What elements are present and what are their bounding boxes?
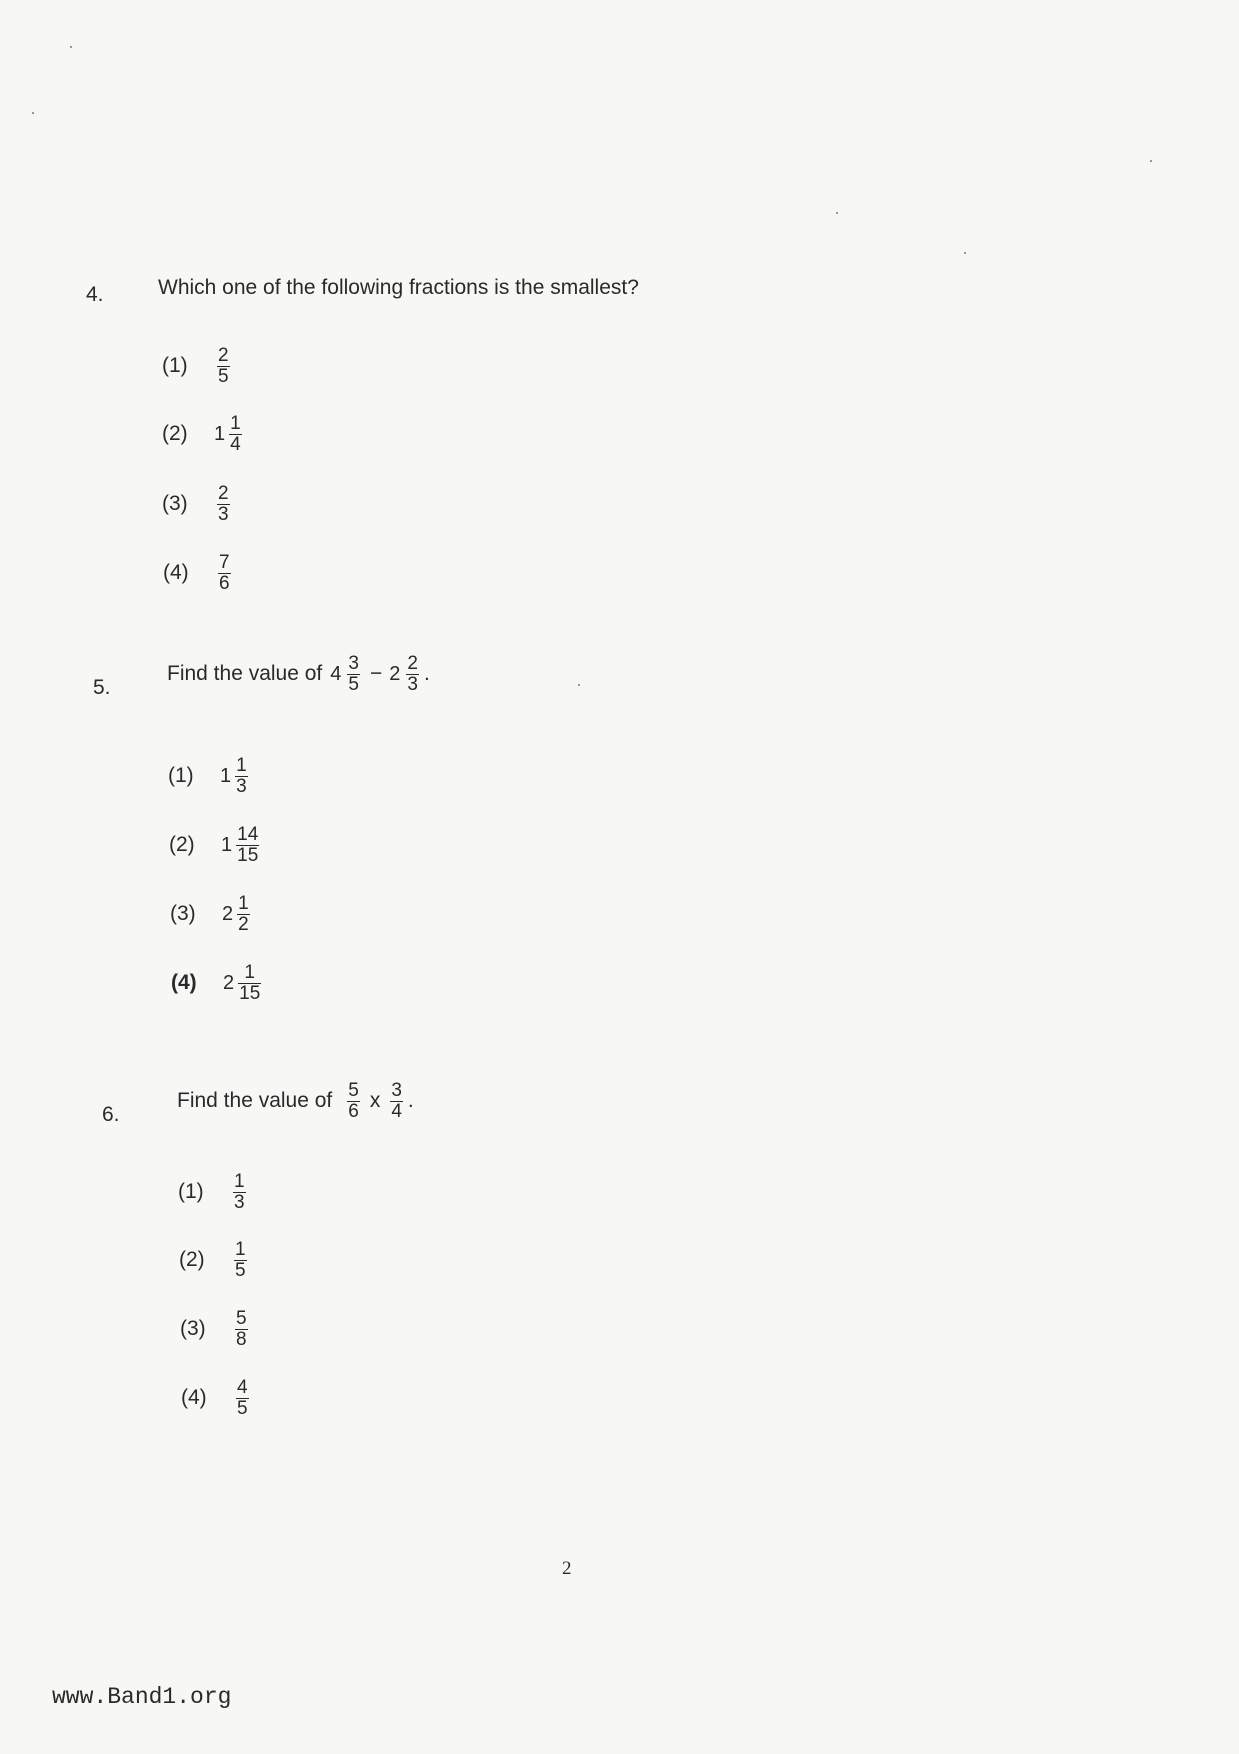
scan-speck xyxy=(836,212,838,214)
denominator: 4 xyxy=(391,1100,402,1122)
option-label: (4) xyxy=(171,971,197,995)
q6-option-4[interactable] xyxy=(181,1378,252,1419)
fraction xyxy=(236,1378,249,1419)
multiply-operator: x xyxy=(369,1089,381,1113)
q5-option-3[interactable] xyxy=(170,894,253,935)
denominator: 5 xyxy=(218,365,229,387)
whole-part: 1 xyxy=(214,422,226,445)
denominator: 3 xyxy=(218,503,229,525)
fraction xyxy=(217,484,230,525)
fraction xyxy=(347,1081,360,1122)
whole-part: 2 xyxy=(389,662,401,685)
denominator: 3 xyxy=(234,1191,245,1213)
denominator: 4 xyxy=(230,433,241,455)
q4-option-2[interactable] xyxy=(162,414,245,455)
option-label: (3) xyxy=(180,1317,206,1341)
numerator: 1 xyxy=(234,1171,245,1192)
fraction xyxy=(238,963,261,1004)
question-6-number: 6. xyxy=(102,1103,120,1126)
fraction xyxy=(233,1172,246,1213)
fraction xyxy=(235,756,248,797)
option-label: (1) xyxy=(162,354,188,378)
q4-option-1[interactable] xyxy=(162,346,233,387)
scan-speck xyxy=(32,112,34,114)
denominator: 6 xyxy=(348,1100,359,1122)
whole-part: 1 xyxy=(221,833,233,856)
fraction xyxy=(218,553,231,594)
fraction xyxy=(237,894,250,935)
page-number: 2 xyxy=(562,1558,572,1579)
question-5-text xyxy=(167,654,430,695)
fraction xyxy=(229,414,242,455)
numerator: 5 xyxy=(236,1308,247,1329)
fraction xyxy=(347,654,360,695)
q5-option-1[interactable] xyxy=(168,756,251,797)
option-label: (2) xyxy=(162,422,188,446)
question-6-text xyxy=(177,1081,414,1122)
denominator: 5 xyxy=(237,1397,248,1419)
option-label: (4) xyxy=(163,561,189,585)
numerator: 2 xyxy=(218,483,229,504)
fraction xyxy=(235,1309,248,1350)
numerator: 3 xyxy=(348,653,359,674)
numerator: 1 xyxy=(244,962,255,983)
period: . xyxy=(407,1089,414,1113)
option-label: (1) xyxy=(168,764,194,788)
fraction xyxy=(236,825,259,866)
footer-url[interactable]: www.Band1.org xyxy=(52,1684,232,1710)
numerator: 4 xyxy=(237,1377,248,1398)
numerator: 7 xyxy=(219,552,230,573)
whole-part: 2 xyxy=(222,902,234,925)
numerator: 2 xyxy=(218,345,229,366)
scan-speck xyxy=(70,46,72,48)
scan-speck xyxy=(1150,160,1152,162)
option-label: (2) xyxy=(179,1248,205,1272)
q4-option-4[interactable] xyxy=(163,553,234,594)
numerator: 1 xyxy=(236,755,247,776)
denominator: 3 xyxy=(407,673,418,695)
question-4-prompt: Which one of the following fractions is the smallest? xyxy=(158,276,639,299)
fraction xyxy=(406,654,419,695)
option-label: (1) xyxy=(178,1180,204,1204)
question-5-number: 5. xyxy=(93,676,111,699)
whole-part: 1 xyxy=(220,764,232,787)
whole-part: 2 xyxy=(223,971,235,994)
numerator: 1 xyxy=(230,413,241,434)
denominator: 5 xyxy=(348,673,359,695)
denominator: 2 xyxy=(238,913,249,935)
denominator: 3 xyxy=(236,775,247,797)
fraction xyxy=(217,346,230,387)
question-4-text xyxy=(158,276,639,300)
whole-part: 4 xyxy=(330,662,342,685)
option-label: (2) xyxy=(169,833,195,857)
numerator: 1 xyxy=(235,1239,246,1260)
option-label: (3) xyxy=(162,492,188,516)
scan-speck xyxy=(964,252,966,254)
numerator: 5 xyxy=(348,1080,359,1101)
denominator: 15 xyxy=(237,844,259,866)
question-4-number: 4. xyxy=(86,283,104,306)
question-5-prompt: Find the value of xyxy=(167,662,323,686)
q5-option-2[interactable] xyxy=(169,825,262,866)
q5-option-4[interactable] xyxy=(171,963,264,1004)
fraction xyxy=(390,1081,403,1122)
q6-option-3[interactable] xyxy=(180,1309,251,1350)
option-label: (4) xyxy=(181,1386,207,1410)
numerator: 2 xyxy=(407,653,418,674)
period: . xyxy=(423,662,430,686)
numerator: 14 xyxy=(237,824,259,845)
numerator: 1 xyxy=(238,893,249,914)
denominator: 15 xyxy=(239,982,261,1004)
fraction xyxy=(234,1240,247,1281)
denominator: 8 xyxy=(236,1328,247,1350)
q4-option-3[interactable] xyxy=(162,484,233,525)
scan-speck xyxy=(578,684,580,686)
option-label: (3) xyxy=(170,902,196,926)
question-6-prompt: Find the value of xyxy=(177,1089,333,1113)
numerator: 3 xyxy=(391,1080,402,1101)
q6-option-2[interactable] xyxy=(179,1240,250,1281)
q6-option-1[interactable] xyxy=(178,1172,249,1213)
minus-operator: − xyxy=(369,662,383,686)
denominator: 6 xyxy=(219,572,230,594)
denominator: 5 xyxy=(235,1259,246,1281)
